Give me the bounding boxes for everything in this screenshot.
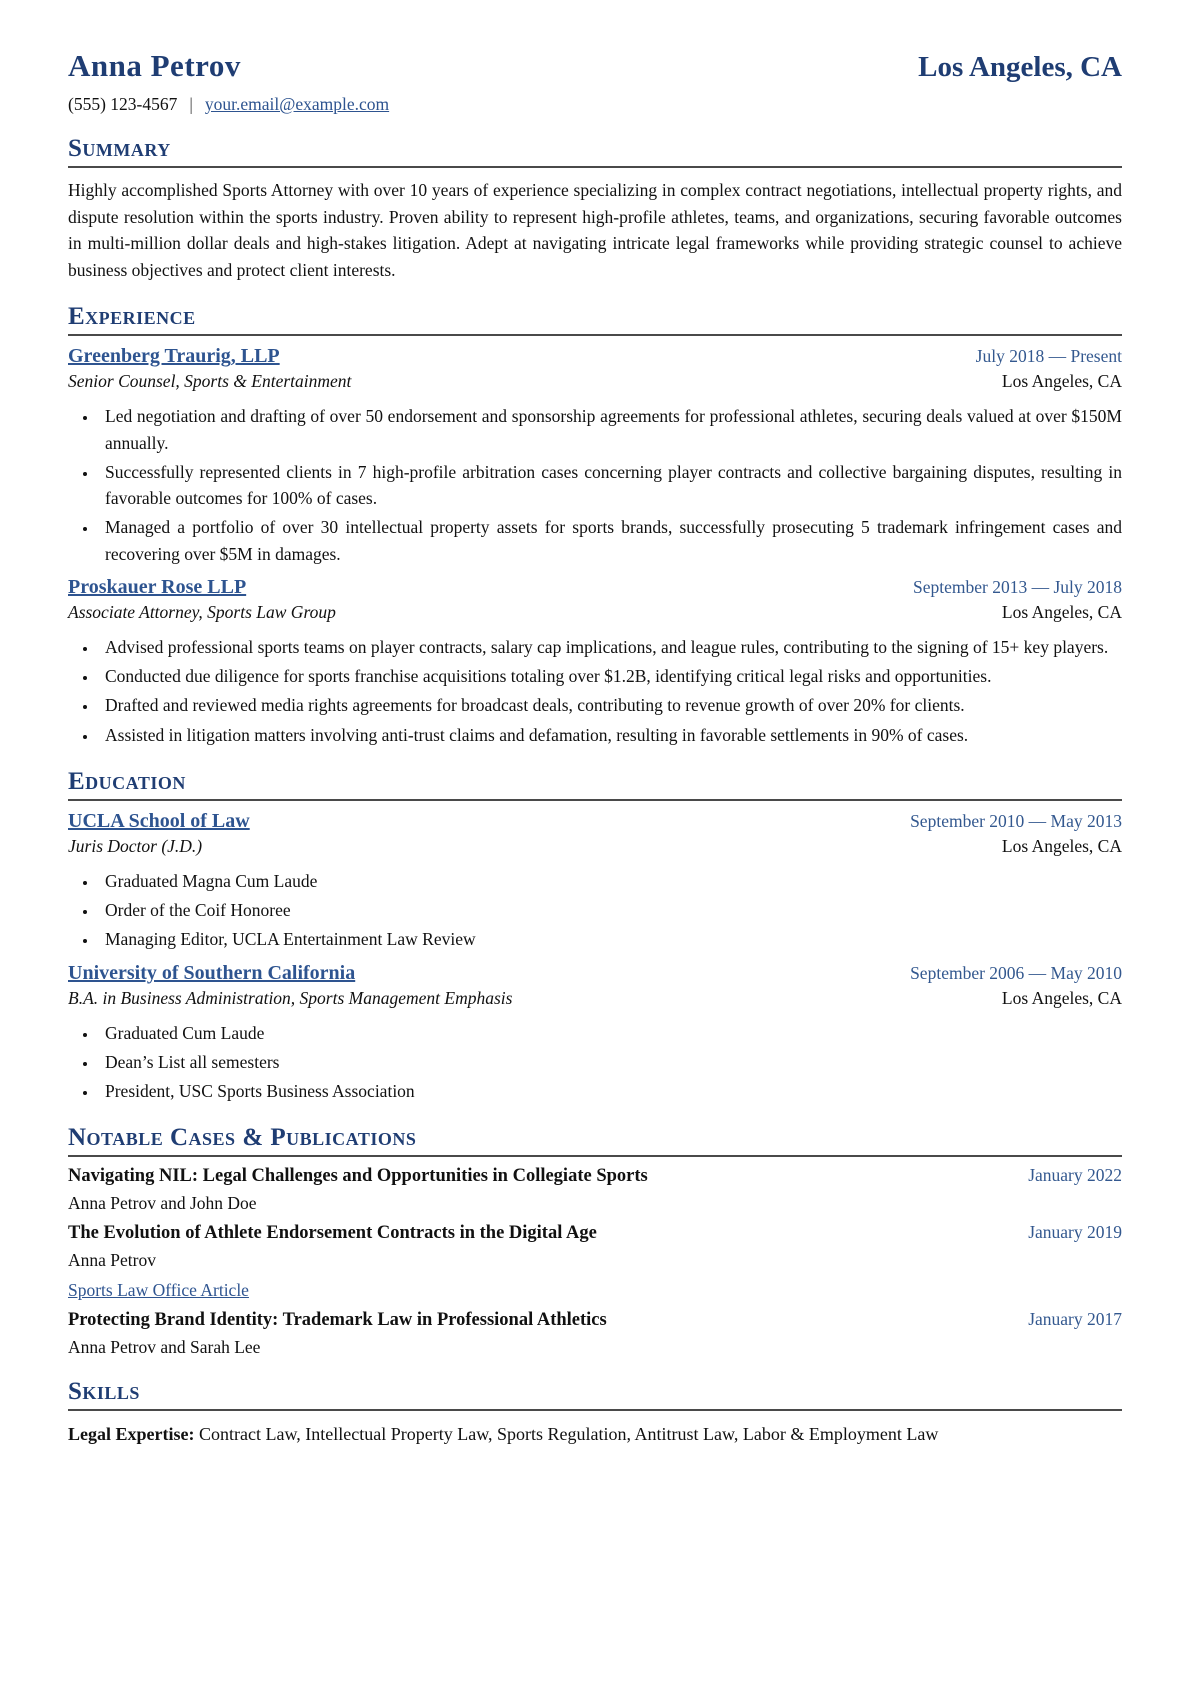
- school-link[interactable]: UCLA School of Law: [68, 809, 250, 832]
- publication-authors: Anna Petrov: [68, 1250, 156, 1271]
- job-dates: July 2018 — Present: [975, 346, 1122, 367]
- school-head: [68, 962, 1122, 985]
- school-subhead: [68, 836, 1122, 857]
- job-bullet: • Managed a portfolio of over 30 intellectual property assets for sports brands, successfully prosecuting 5 trademark infringement cases and recovering over $5M in damages.: [98, 514, 1122, 567]
- school-bullet: • Managing Editor, UCLA Entertainment Law Review: [98, 926, 1122, 952]
- section-summary: [68, 135, 1122, 283]
- education-title: Education: [68, 768, 1122, 801]
- publication-title: Protecting Brand Identity: Trademark Law in Professional Athletics: [68, 1310, 607, 1331]
- publication-entry: [68, 1309, 1122, 1358]
- school-entry: [68, 810, 1122, 953]
- job-role: Associate Attorney, Sports Law Group: [68, 601, 336, 622]
- publications-title: Notable Cases & Publications: [68, 1124, 1122, 1157]
- job-bullets: [68, 403, 1122, 567]
- contact-separator: |: [189, 94, 193, 114]
- experience-title: Experience: [68, 303, 1122, 336]
- school-bullet: • President, USC Sports Business Association: [98, 1078, 1122, 1104]
- school-dates: September 2006 — May 2010: [910, 962, 1122, 983]
- skills-values: Contract Law, Intellectual Property Law, Sports Regulation, Antitrust Law, Labor & Employment Law: [194, 1424, 939, 1445]
- publication-entry: [68, 1165, 1122, 1214]
- job-entry: [68, 576, 1122, 748]
- school-head: [68, 810, 1122, 833]
- school-dates: September 2010 — May 2013: [910, 810, 1122, 831]
- publication-head: [68, 1222, 1122, 1244]
- publication-title: The Evolution of Athlete Endorsement Contracts in the Digital Age: [68, 1223, 597, 1244]
- publication-date: January 2019: [1028, 1222, 1122, 1243]
- publication-authors: Anna Petrov and John Doe: [68, 1193, 257, 1214]
- job-dates: September 2013 — July 2018: [912, 576, 1122, 597]
- publication-date: January 2022: [1028, 1165, 1122, 1186]
- section-publications: [68, 1124, 1122, 1358]
- school-bullet: • Graduated Magna Cum Laude: [98, 868, 1122, 894]
- school-degree: B.A. in Business Administration, Sports Management Emphasis: [68, 987, 513, 1008]
- section-skills: [68, 1378, 1122, 1448]
- school-location: Los Angeles, CA: [1001, 987, 1122, 1008]
- person-name: Anna Petrov: [68, 48, 241, 83]
- skills-title: Skills: [68, 1378, 1122, 1411]
- phone-number: (555) 123-4567: [68, 94, 178, 114]
- publication-date: January 2017: [1028, 1309, 1122, 1330]
- publication-article-link[interactable]: Sports Law Office Article: [68, 1280, 249, 1301]
- skills-line: [68, 1421, 1122, 1448]
- publication-title: Navigating NIL: Legal Challenges and Opportunities in Collegiate Sports: [68, 1166, 648, 1187]
- header: [68, 48, 1122, 84]
- school-degree: Juris Doctor (J.D.): [68, 835, 203, 856]
- summary-text: Highly accomplished Sports Attorney with over 10 years of experience specializing in complex contract negotiations, intellectual property rights, and dispute resolution within the sports industry. Proven ability to represent high-profile athletes, teams, and organizations, securing favorable outcomes in multi-million dollar deals and high-stakes litigation. Adept at navigating intricate legal frameworks while providing strategic counsel to achieve business objectives and protect client interests.: [68, 180, 1122, 280]
- school-entry: [68, 962, 1122, 1105]
- job-head: [68, 576, 1122, 599]
- school-link[interactable]: University of Southern California: [68, 961, 356, 984]
- company-link[interactable]: Proskauer Rose LLP: [68, 575, 247, 598]
- publication-head: [68, 1309, 1122, 1331]
- publication-authors: Anna Petrov and Sarah Lee: [68, 1337, 261, 1358]
- summary-title: Summary: [68, 135, 1122, 168]
- job-bullet: • Conducted due diligence for sports franchise acquisitions totaling over $1.2B, identifying critical legal risks and opportunities.: [98, 663, 1122, 689]
- school-bullet: • Order of the Coif Honoree: [98, 897, 1122, 923]
- job-subhead: [68, 602, 1122, 623]
- email-link[interactable]: your.email@example.com: [204, 94, 390, 114]
- job-head: [68, 345, 1122, 368]
- job-bullet: • Successfully represented clients in 7 high-profile arbitration cases concerning player contracts and collective bargaining disputes, resulting in favorable outcomes for 100% of cases.: [98, 459, 1122, 512]
- skills-category-label: Legal Expertise:: [68, 1424, 195, 1445]
- section-education: [68, 768, 1122, 1105]
- job-bullet: • Led negotiation and drafting of over 50 endorsement and sponsorship agreements for professional athletes, securing deals valued at over $150M annually.: [98, 403, 1122, 456]
- job-bullet: • Assisted in litigation matters involving anti-trust claims and defamation, resulting in favorable settlements in 90% of cases.: [98, 722, 1122, 748]
- school-bullet: • Dean’s List all semesters: [98, 1049, 1122, 1075]
- publication-head: [68, 1165, 1122, 1187]
- contact-row: [68, 94, 1122, 115]
- job-role: Senior Counsel, Sports & Entertainment: [68, 371, 352, 392]
- publication-entry: [68, 1222, 1122, 1301]
- job-location: Los Angeles, CA: [1001, 601, 1122, 622]
- job-bullet: • Drafted and reviewed media rights agreements for broadcast deals, contributing to revenue growth of over 20% for clients.: [98, 692, 1122, 718]
- job-entry: [68, 345, 1122, 567]
- school-bullets: [68, 868, 1122, 953]
- school-location: Los Angeles, CA: [1001, 835, 1122, 856]
- job-bullet: • Advised professional sports teams on player contracts, salary cap implications, and league rules, contributing to the signing of 15+ key players.: [98, 634, 1122, 660]
- job-bullets: [68, 634, 1122, 748]
- job-subhead: [68, 371, 1122, 392]
- section-experience: [68, 303, 1122, 748]
- school-subhead: [68, 988, 1122, 1009]
- header-location: Los Angeles, CA: [918, 51, 1122, 83]
- company-link[interactable]: Greenberg Traurig, LLP: [68, 345, 280, 368]
- job-location: Los Angeles, CA: [1001, 371, 1122, 392]
- school-bullet: • Graduated Cum Laude: [98, 1020, 1122, 1046]
- school-bullets: [68, 1020, 1122, 1105]
